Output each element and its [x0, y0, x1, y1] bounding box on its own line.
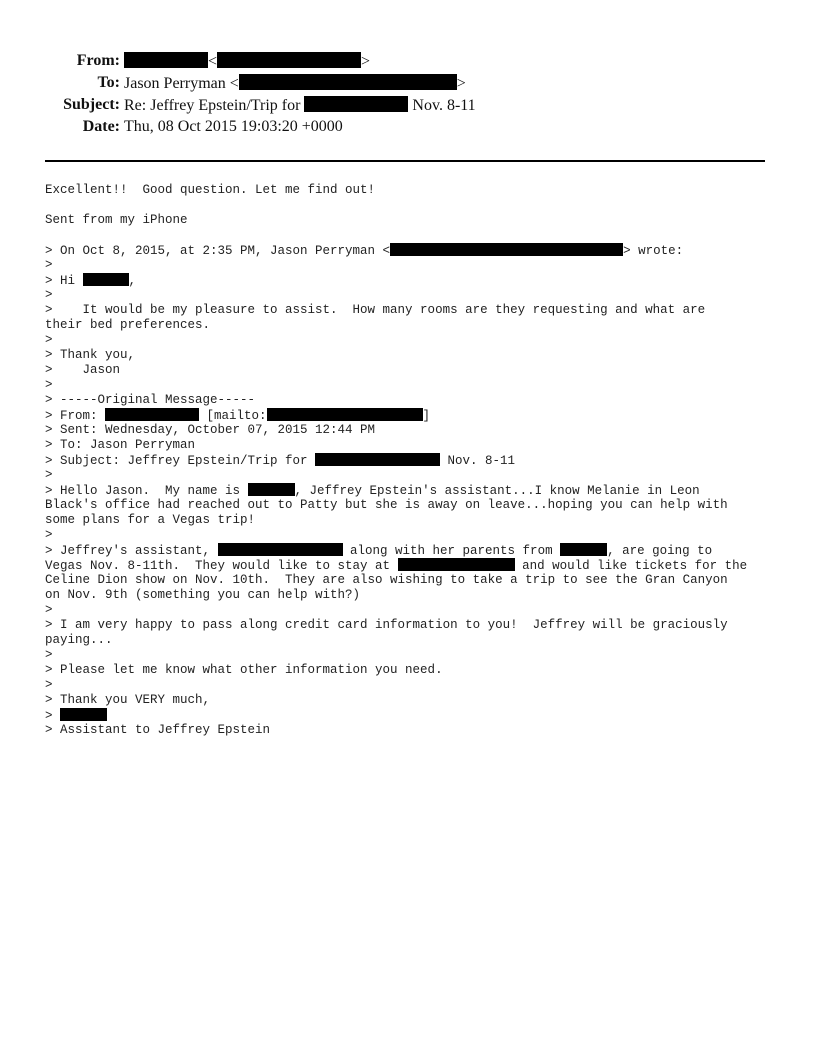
- body-line: their bed preferences.: [45, 318, 211, 332]
- mailto-close: ]: [422, 409, 431, 423]
- body-line: on Nov. 9th (something you can help with?): [45, 588, 361, 602]
- body-line: > I am very happy to pass along credit card information to you! Jeffrey will be graciously: [45, 618, 728, 632]
- redaction-block: [315, 453, 440, 466]
- assistant-text-end: , are going to: [607, 544, 713, 558]
- redaction-block: [248, 483, 295, 496]
- redaction-block: [398, 558, 515, 571]
- stay-text-cont: and would like tickets for the: [514, 559, 748, 573]
- from-label: From:: [76, 52, 120, 69]
- body-line: paying...: [45, 633, 113, 647]
- body-line: > Please let me know what other information you need.: [45, 663, 443, 677]
- redaction-block: [239, 74, 457, 90]
- quote-marker: >: [45, 288, 53, 302]
- subject-prefix: Re: Jeffrey Epstein/Trip for: [124, 97, 301, 114]
- intro-text-cont: , Jeffrey Epstein's assistant...I know Melanie in Leon: [294, 484, 700, 498]
- date-label: Date:: [82, 118, 120, 135]
- body-line: Sent from my iPhone: [45, 213, 188, 227]
- orig-from-line: [45, 408, 785, 423]
- redaction-block: [217, 52, 361, 68]
- redaction-block: [560, 543, 607, 556]
- quote-marker: >: [45, 378, 53, 392]
- redaction-block: [60, 708, 107, 721]
- gt-sign: >: [361, 53, 371, 70]
- orig-from-label: > From:: [45, 409, 106, 423]
- body-line: > Assistant to Jeffrey Epstein: [45, 723, 271, 737]
- body-line: Black's office had reached out to Patty but she is away on leave...hoping you can help with: [45, 498, 728, 512]
- body-line: > Thank you VERY much,: [45, 693, 211, 707]
- to-name: Jason Perryman <: [124, 75, 239, 92]
- email-body: [45, 183, 785, 738]
- quote-marker: >: [45, 528, 53, 542]
- body-line: > Thank you,: [45, 348, 136, 362]
- signature-line: [45, 708, 785, 723]
- intro-text: > Hello Jason. My name is: [45, 484, 248, 498]
- body-line: > Sent: Wednesday, October 07, 2015 12:44 PM: [45, 423, 376, 437]
- body-line: > Jason: [45, 363, 121, 377]
- quote-header-text: > On Oct 8, 2015, at 2:35 PM, Jason Perryman <: [45, 244, 391, 258]
- greeting-comma: ,: [128, 274, 137, 288]
- from-value: [124, 52, 370, 71]
- stay-line: [45, 558, 785, 573]
- intro-line: [45, 483, 785, 498]
- quote-header-suffix: > wrote:: [623, 244, 684, 258]
- assistant-text-cont: along with her parents from: [342, 544, 561, 558]
- body-line: > -----Original Message-----: [45, 393, 256, 407]
- quote-marker: >: [45, 468, 53, 482]
- stay-text: Vegas Nov. 8-11th. They would like to stay at: [45, 559, 398, 573]
- quote-marker: >: [45, 648, 53, 662]
- greeting-line: [45, 273, 785, 288]
- quote-marker: >: [45, 603, 53, 617]
- body-line: > To: Jason Perryman: [45, 438, 196, 452]
- subject-label: Subject:: [63, 96, 120, 113]
- signature-prefix: >: [45, 709, 61, 723]
- orig-subject-line: [45, 453, 785, 468]
- body-line: > It would be my pleasure to assist. How many rooms are they requesting and what are: [45, 303, 706, 317]
- to-label: To:: [97, 74, 120, 91]
- body-line: Excellent!! Good question. Let me find out!: [45, 183, 376, 197]
- lt-sign: <: [208, 53, 218, 70]
- header-divider: [45, 160, 765, 162]
- greeting-text: > Hi: [45, 274, 83, 288]
- to-value: [124, 74, 466, 93]
- redaction-block: [83, 273, 129, 286]
- gt-sign: >: [456, 75, 466, 92]
- body-line: some plans for a Vegas trip!: [45, 513, 256, 527]
- redaction-block: [304, 96, 408, 112]
- redaction-block: [124, 52, 208, 68]
- quote-header-line: [45, 243, 785, 258]
- assistant-text: > Jeffrey's assistant,: [45, 544, 218, 558]
- redaction-block: [267, 408, 423, 421]
- body-line: Celine Dion show on Nov. 10th. They are also wishing to take a trip to see the Gran Canyon: [45, 573, 728, 587]
- mailto-text: [mailto:: [199, 409, 267, 423]
- quote-marker: >: [45, 333, 53, 347]
- subject-suffix: Nov. 8-11: [412, 97, 476, 114]
- orig-subject-text: > Subject: Jeffrey Epstein/Trip for: [45, 454, 316, 468]
- subject-value: [124, 96, 476, 115]
- date-value: Thu, 08 Oct 2015 19:03:20 +0000: [124, 118, 343, 135]
- quote-marker: >: [45, 678, 53, 692]
- redaction-block: [218, 543, 343, 556]
- quote-marker: >: [45, 258, 53, 272]
- assistant-line: [45, 543, 785, 558]
- orig-subject-suffix: Nov. 8-11: [440, 454, 516, 468]
- redaction-block: [390, 243, 623, 256]
- redaction-block: [105, 408, 199, 421]
